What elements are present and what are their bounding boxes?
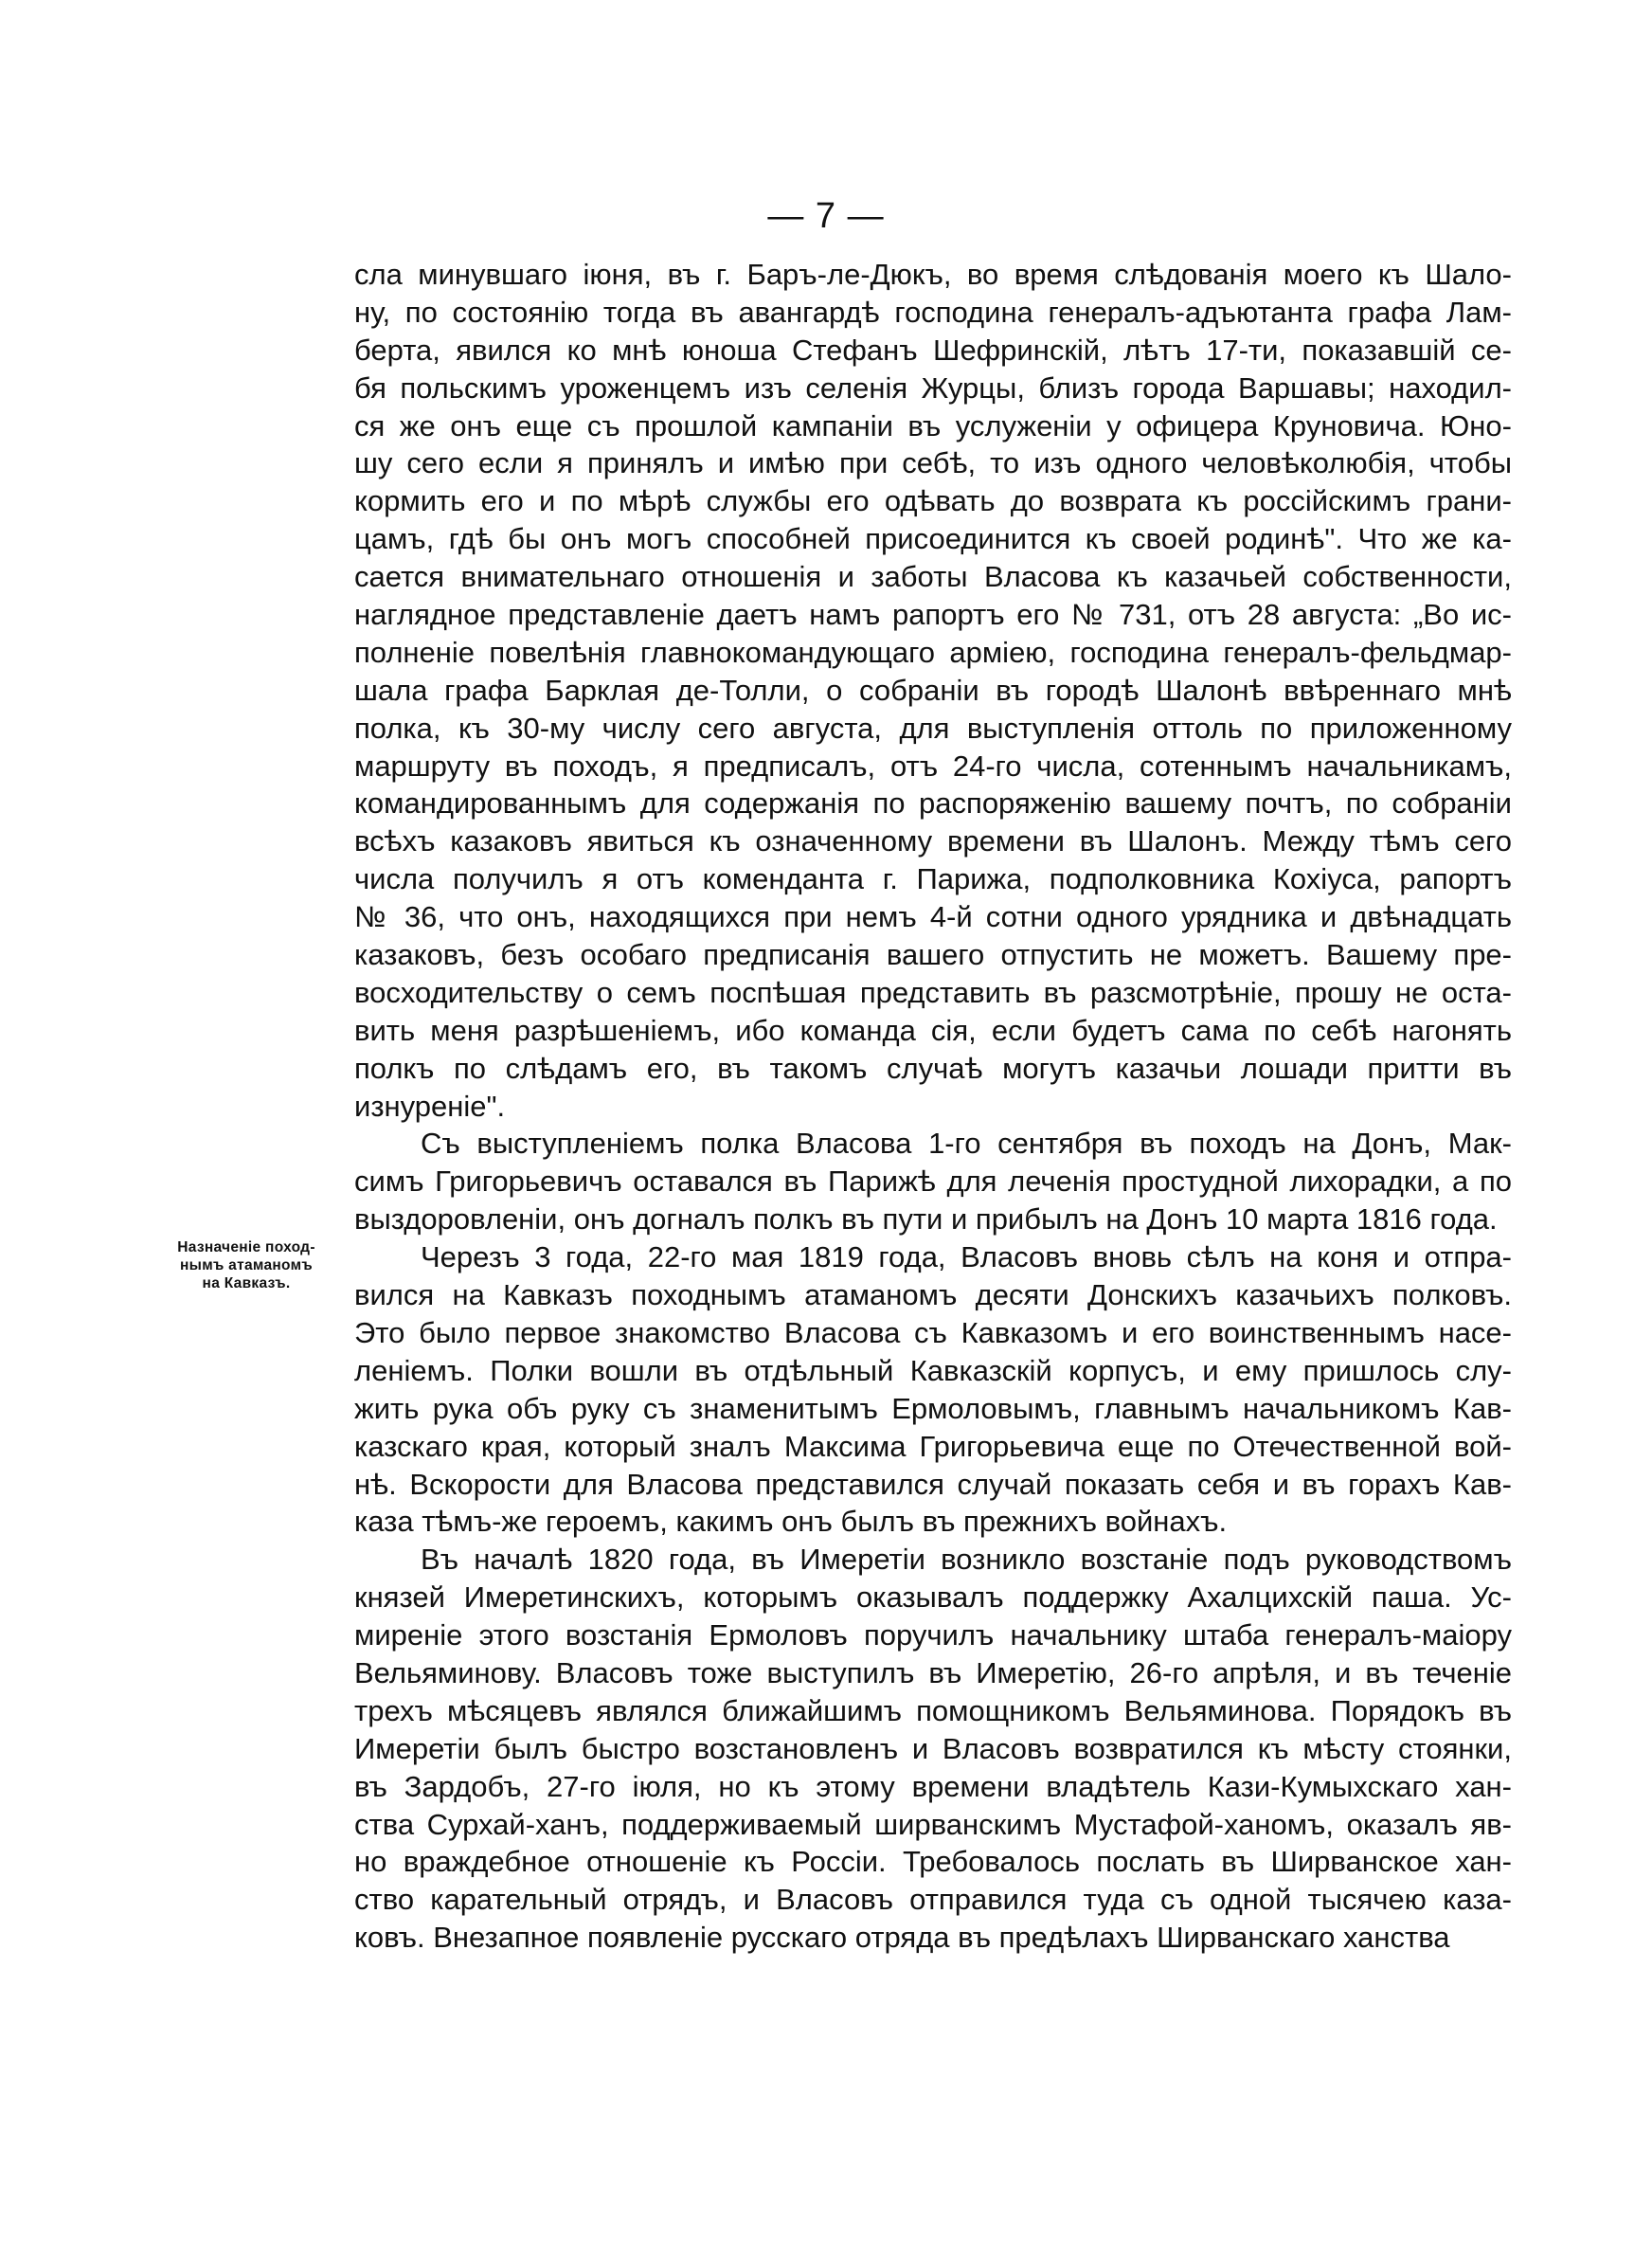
text-line: ковъ. Внезапное появленіе русскаго отряда въ предѣлахъ Ширванскаго ханства	[354, 1921, 1450, 1955]
text-line: жить рука объ руку съ знаменитымъ Ермоловымъ, главнымъ начальникомъ Кав-	[354, 1391, 1512, 1425]
text-line: миреніе этого возстанія Ермоловъ поручилъ начальнику штаба генералъ-маіору	[354, 1618, 1512, 1652]
margin-note-line: Назначеніе поход-	[177, 1239, 315, 1255]
text-line: изнуреніе".	[354, 1089, 506, 1123]
text-line: князей Имеретинскихъ, которымъ оказывалъ поддержку Ахалцихскій паша. Ус-	[354, 1580, 1512, 1615]
margin-note-line: нымъ атаманомъ	[180, 1257, 313, 1273]
paragraph	[354, 1125, 1512, 1238]
margin-note	[142, 1238, 350, 1292]
paragraph	[354, 1238, 1512, 1541]
text-line: полкъ по слѣдамъ его, въ такомъ случаѣ могутъ казачьи лошади притти въ	[354, 1051, 1512, 1085]
body-text	[354, 256, 1512, 1957]
text-line: сла минувшаго іюня, въ г. Баръ-ле-Дюкъ, во время слѣдованія моего къ Шало-	[354, 258, 1512, 291]
text-line: цамъ, гдѣ бы онъ могъ способней присоединится къ своей родинѣ". Что же ка-	[354, 522, 1512, 556]
text-line: выздоровленіи, онъ догналъ полкъ въ пути и прибылъ на Донъ 10 марта 1816 года.	[354, 1202, 1498, 1237]
text-line: полненіе повелѣнія главнокомандующаго арміею, господина генералъ-фельдмар-	[354, 635, 1512, 669]
text-line: командированнымъ для содержанія по распоряженію вашему почтъ, по собраніи	[354, 786, 1512, 821]
text-line: каза тѣмъ-же героемъ, какимъ онъ былъ въ прежнихъ войнахъ.	[354, 1505, 1228, 1539]
text-line: сается внимательнаго отношенія и заботы Власова къ казачьей собственности,	[354, 560, 1512, 594]
text-line: бя польскимъ уроженцемъ изъ селенія Журцы, близъ города Варшавы; находил-	[354, 370, 1512, 405]
text-line: ства Сурхай-ханъ, поддерживаемый ширванскимъ Мустафой-ханомъ, оказалъ яв-	[354, 1807, 1512, 1841]
text-line: шала графа Барклая де-Толли, о собраніи въ городѣ Шалонѣ ввѣреннаго мнѣ	[354, 673, 1512, 707]
text-line: казаковъ, безъ особаго предписанія вашего отпустить не можетъ. Вашему пре-	[354, 938, 1512, 972]
text-line: вить меня разрѣшеніемъ, ибо команда сія, если будетъ сама по себѣ нагонять	[354, 1013, 1512, 1047]
text-line: Имеретіи былъ быстро возстановленъ и Власовъ возвратился къ мѣсту стоянки,	[354, 1731, 1512, 1765]
text-line: вился на Кавказъ походнымъ атаманомъ десяти Донскихъ казачьихъ полковъ.	[354, 1278, 1512, 1312]
text-line: наглядное представленіе даетъ намъ рапортъ его № 731, отъ 28 августа: „Во ис-	[354, 598, 1512, 632]
text-line: полка, къ 30-му числу сего августа, для выступленія оттоль по приложенному	[354, 711, 1512, 745]
text-line: Это было первое знакомство Власова съ Кавказомъ и его воинственнымъ насе-	[354, 1315, 1512, 1349]
text-line: кормить его и по мѣрѣ службы его одѣвать до возврата къ россійскимъ грани-	[354, 484, 1512, 518]
text-line: ну, по состоянію тогда въ авангардѣ господина генералъ-адъютанта графа Лам-	[354, 295, 1512, 329]
text-line: берта, явился ко мнѣ юноша Стефанъ Шефринскій, лѣтъ 17-ти, показавшій се-	[354, 333, 1512, 367]
text-line: трехъ мѣсяцевъ являлся ближайшимъ помощникомъ Вельяминова. Порядокъ въ	[354, 1693, 1512, 1727]
text-line: Черезъ 3 года, 22-го мая 1819 года, Власовъ вновь сѣлъ на коня и отпра-	[421, 1240, 1512, 1274]
paragraph	[354, 1541, 1512, 1957]
margin-note-line: на Кавказъ.	[202, 1275, 291, 1291]
text-line: числа получилъ я отъ коменданта г. Парижа, подполковника Кохіуса, рапортъ	[354, 862, 1512, 896]
page-number: — 7 —	[767, 196, 885, 236]
text-line: шу сего если я принялъ и имѣю при себѣ, то изъ одного человѣколюбія, чтобы	[354, 446, 1512, 480]
text-line: маршруту въ походъ, я предписалъ, отъ 24-го числа, сотеннымъ начальникамъ,	[354, 749, 1512, 783]
text-line: казскаго края, который зналъ Максима Григорьевича еще по Отечественной вой-	[354, 1429, 1512, 1463]
text-line: нѣ. Вскорости для Власова представился случай показать себя и въ горахъ Кав-	[354, 1467, 1512, 1501]
text-line: всѣхъ казаковъ явиться къ означенному времени въ Шалонъ. Между тѣмъ сего	[354, 824, 1512, 858]
text-line: № 36, что онъ, находящихся при немъ 4-й сотни одного урядника и двѣнадцать	[354, 900, 1512, 934]
text-line: Въ началѣ 1820 года, въ Имеретіи возникло возстаніе подъ руководствомъ	[421, 1543, 1512, 1577]
text-line: Вельяминову. Власовъ тоже выступилъ въ Имеретію, 26-го апрѣля, и въ теченіе	[354, 1655, 1512, 1689]
text-line: ство карательный отрядъ, и Власовъ отправился туда съ одной тысячею каза-	[354, 1883, 1512, 1917]
paragraph	[354, 256, 1512, 1125]
text-line: симъ Григорьевичъ оставался въ Парижѣ для леченія простудной лихорадки, а по	[354, 1165, 1512, 1199]
text-line: Съ выступленіемъ полка Власова 1-го сентября въ походъ на Донъ, Мак-	[421, 1127, 1512, 1161]
text-line: въ Зардобъ, 27-го іюля, но къ этому времени владѣтель Кази-Кумыхскаго хан-	[354, 1769, 1512, 1803]
text-line: восходительству о семъ поспѣшая представить въ разсмотрѣніе, прошу не оста-	[354, 975, 1512, 1009]
text-line: но враждебное отношеніе къ Россіи. Требовалось послать въ Ширванское хан-	[354, 1845, 1512, 1879]
text-line: леніемъ. Полки вошли въ отдѣльный Кавказскій корпусъ, и ему пришлось слу-	[354, 1353, 1512, 1387]
text-line: ся же онъ еще съ прошлой кампаніи въ услуженіи у офицера Круновича. Юно-	[354, 408, 1512, 442]
